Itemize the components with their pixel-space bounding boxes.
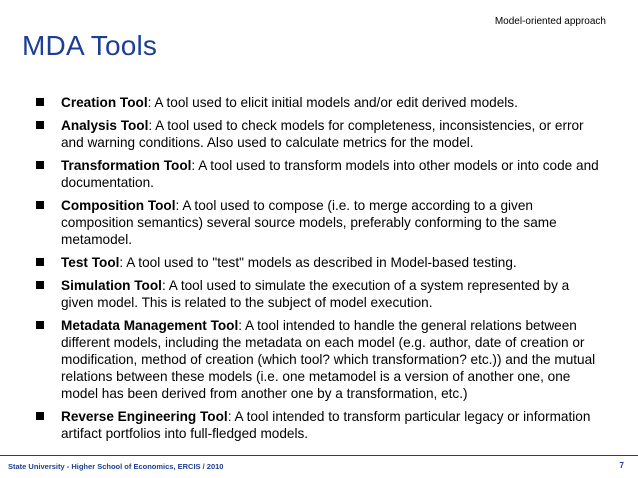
- bullet-text: : A tool used to transform models into other models or into code and documentation.: [61, 158, 599, 190]
- bullet-term: Creation Tool: [61, 95, 148, 110]
- bullet-text: : A tool used to check models for completeness, inconsistencies, or error and warning conditions. Also used to calculate metrics for the model.: [61, 118, 584, 150]
- bullet-term: Reverse Engineering Tool: [61, 409, 228, 424]
- bullet-simulation-tool: [36, 277, 602, 311]
- bullet-analysis-tool: [36, 117, 602, 151]
- square-bullet-icon: [36, 121, 44, 129]
- bullet-text: : A tool intended to handle the general relations between different models, including the metadata on each model (e.g. author, date of creation or modification, method of creation (which tool? which transformation? etc.)) and the mutual relations between these models (i.e. one metamodel is a version of another one, one model has been derived from another one by a transformation, etc.): [61, 318, 596, 401]
- footer-divider: [0, 455, 638, 456]
- bullet-metadata-management-tool: [36, 317, 602, 402]
- bullet-term: Metadata Management Tool: [61, 318, 239, 333]
- footer-source: State University - Higher School of Economics, ERCIS / 2010: [8, 462, 224, 471]
- bullet-text: : A tool used to compose (i.e. to merge according to a given composition semantics) several source models, preferably conforming to the same metamodel.: [61, 198, 557, 247]
- bullet-reverse-engineering-tool: [36, 408, 602, 442]
- bullet-term: Analysis Tool: [61, 118, 149, 133]
- bullet-list: [36, 94, 602, 448]
- square-bullet-icon: [36, 201, 44, 209]
- bullet-creation-tool: [36, 94, 602, 111]
- bullet-text: : A tool used to elicit initial models and/or edit derived models.: [147, 95, 518, 110]
- page-number: 7: [619, 461, 624, 470]
- bullet-text: : A tool intended to transform particular legacy or information artifact portfolios into full-fledged models.: [61, 409, 591, 441]
- bullet-test-tool: [36, 254, 602, 271]
- bullet-term: Transformation Tool: [61, 158, 192, 173]
- bullet-term: Test Tool: [61, 255, 120, 270]
- bullet-transformation-tool: [36, 157, 602, 191]
- square-bullet-icon: [36, 281, 44, 289]
- square-bullet-icon: [36, 161, 44, 169]
- square-bullet-icon: [36, 258, 44, 266]
- bullet-text: : A tool used to "test" models as described in Model-based testing.: [119, 255, 517, 270]
- square-bullet-icon: [36, 98, 44, 106]
- bullet-term: Simulation Tool: [61, 278, 162, 293]
- bullet-composition-tool: [36, 197, 602, 248]
- bullet-term: Composition Tool: [61, 198, 176, 213]
- bullet-text: : A tool used to simulate the execution of a system represented by a given model. This is related to the subject of model execution.: [61, 278, 570, 310]
- square-bullet-icon: [36, 321, 44, 329]
- square-bullet-icon: [36, 412, 44, 420]
- header-note: Model-oriented approach: [494, 16, 606, 27]
- slide-title: MDA Tools: [22, 30, 158, 61]
